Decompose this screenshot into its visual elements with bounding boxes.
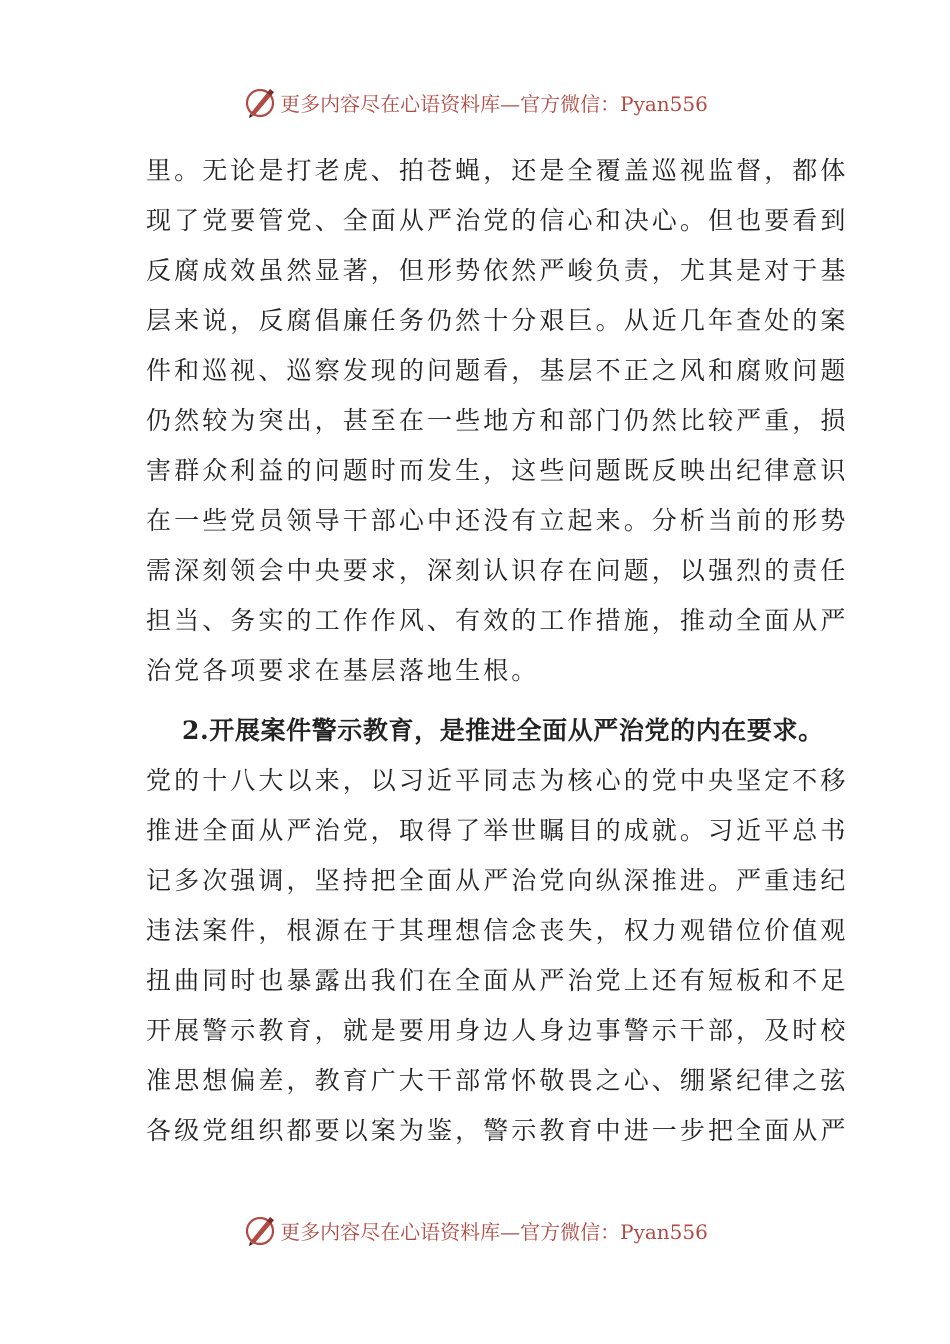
text-line: 现了党要管党、全面从严治党的信心和决心。但也要看到 [146,206,849,235]
text-line: 扭曲同时也暴露出我们在全面从严治党上还有短板和不足 [146,966,849,995]
pen-logo-icon [242,84,278,120]
text-line: 仍然较为突出，甚至在一些地方和部门仍然比较严重，损 [146,406,849,435]
text-line: 准思想偏差，教育广大干部常怀敬畏之心、绷紧纪律之弦 [146,1066,849,1095]
paragraph-2 [146,756,849,1156]
text-line: 开展警示教育，就是要用身边人身边事警示干部，及时校 [146,1016,849,1045]
text-line: 记多次强调，坚持把全面从严治党向纵深推进。严重违纪 [146,866,849,895]
text-line: 治党各项要求在基层落地生根。 [146,656,540,685]
text-line: 推进全面从严治党，取得了举世瞩目的成就。习近平总书 [146,816,849,845]
header-banner [0,82,950,122]
text-line: 担当、务实的工作作风、有效的工作措施，推动全面从严 [146,606,849,635]
paragraph-1 [146,146,849,696]
text-line: 层来说，反腐倡廉任务仍然十分艰巨。从近几年查处的案 [146,306,849,335]
text-line: 需深刻领会中央要求，深刻认识存在问题，以强烈的责任 [146,556,849,585]
section-heading: 2.开展案件警示教育，是推进全面从严治党的内在要求。 [182,716,824,745]
text-line: 各级党组织都要以案为鉴，警示教育中进一步把全面从严 [146,1116,849,1145]
text-line: 违法案件，根源在于其理想信念丧失，权力观错位价值观 [146,916,849,945]
footer-banner [0,1210,950,1250]
text-line: 在一些党员领导干部心中还没有立起来。分析当前的形势 [146,506,849,535]
pen-logo-icon [242,1212,278,1248]
text-line: 件和巡视、巡察发现的问题看，基层不正之风和腐败问题 [146,356,849,385]
footer-banner-text: 更多内容尽在心语资料库—官方微信：Pyan556 [280,1219,708,1244]
text-line: 反腐成效虽然显著，但形势依然严峻负责，尤其是对于基 [146,256,849,285]
document-body [146,146,849,1156]
text-line: 害群众利益的问题时而发生，这些问题既反映出纪律意识 [146,456,849,485]
text-line: 里。无论是打老虎、拍苍蝇，还是全覆盖巡视监督，都体 [146,156,849,185]
text-line: 党的十八大以来，以习近平同志为核心的党中央坚定不移 [146,766,849,795]
header-banner-text: 更多内容尽在心语资料库—官方微信：Pyan556 [280,91,708,116]
